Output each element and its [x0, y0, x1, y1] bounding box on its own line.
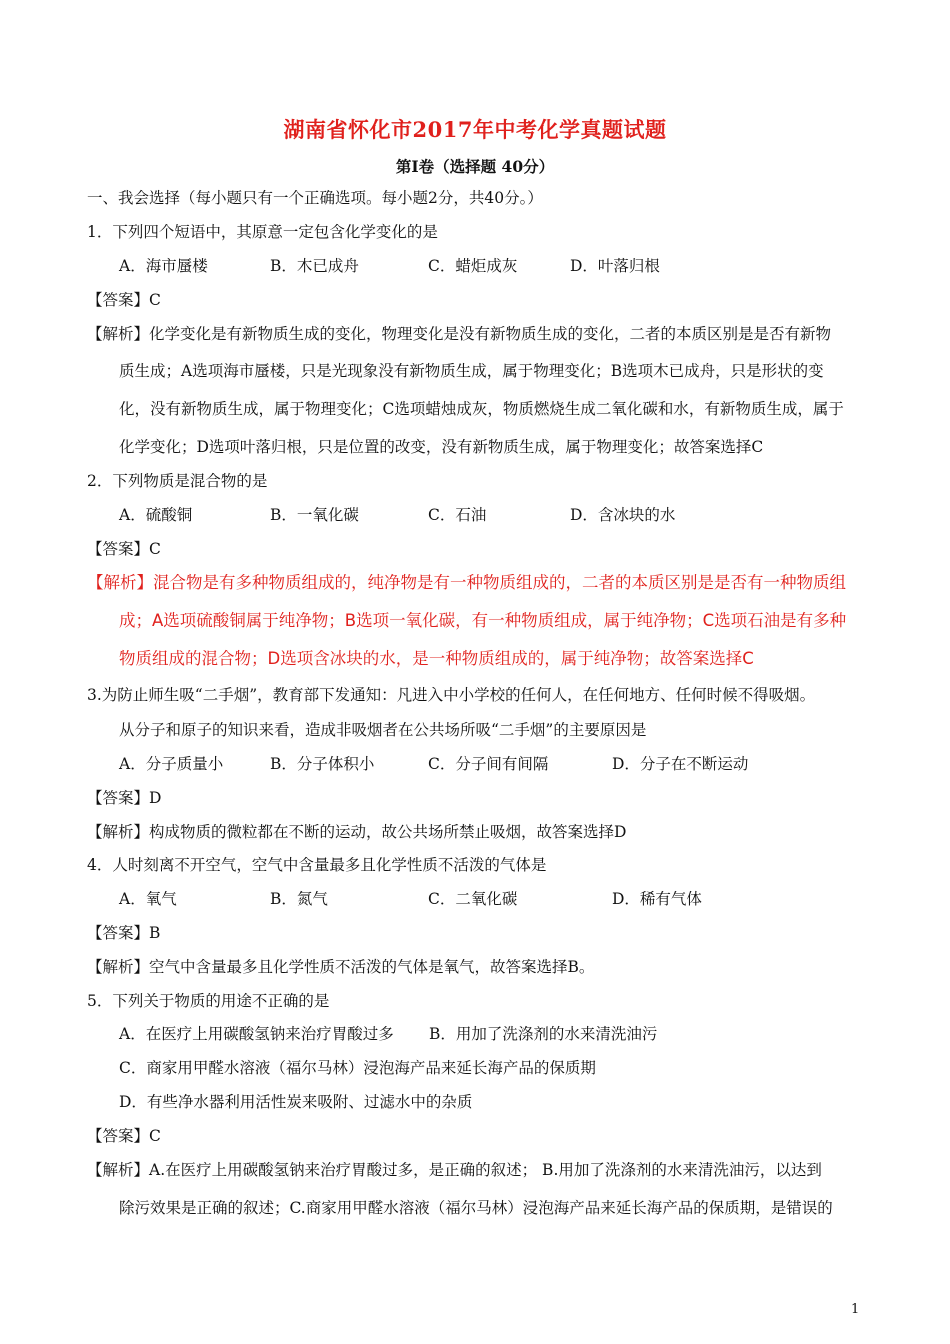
- question-4-stem: 4．人时刻离不开空气，空气中含量最多且化学性质不活泼的气体是: [87, 856, 547, 874]
- question-5-analysis-line: 【解析】A.在医疗上用碳酸氢钠来治疗胃酸过多，是正确的叙述； B.用加了洗涤剂的水来清洗油污，以达到: [87, 1161, 822, 1179]
- question-2-stem: 2．下列物质是混合物的是: [87, 472, 268, 490]
- question-3-analysis: 【解析】构成物质的微粒都在不断的运动，故公共场所禁止吸烟，故答案选择D: [87, 823, 627, 841]
- question-5-option-c: C．商家用甲醛水溶液（福尔马林）浸泡海产品来延长海产品的保质期: [119, 1059, 596, 1077]
- question-2-analysis-line: 成；A选项硫酸铜属于纯净物；B选项一氧化碳，有一种物质组成，属于纯净物；C选项石油是有多种: [119, 611, 847, 630]
- question-5-option-b: B．用加了洗涤剂的水来清洗油污: [429, 1025, 658, 1043]
- question-5-analysis-line: 除污效果是正确的叙述；C.商家用甲醛水溶液（福尔马林）浸泡海产品来延长海产品的保质期，是错误的: [119, 1199, 833, 1217]
- section-instructions: 一、我会选择（每小题只有一个正确选项。每小题2分，共40分。）: [87, 189, 543, 207]
- question-1-option-b: B．木已成舟: [270, 257, 359, 275]
- question-1-option-a: A．海市蜃楼: [119, 257, 208, 275]
- question-1-answer: 【答案】C: [87, 291, 161, 309]
- question-5-answer: 【答案】C: [87, 1127, 161, 1145]
- question-1-analysis-line: 化，没有新物质生成，属于物理变化；C选项蜡烛成灰，物质燃烧生成二氧化碳和水，有新物质生成，属于: [119, 400, 844, 418]
- question-3-option-b: B．分子体积小: [270, 755, 375, 773]
- question-2-option-c: C．石油: [428, 506, 487, 524]
- question-2-answer: 【答案】C: [87, 540, 161, 558]
- question-2-option-d: D．含冰块的水: [570, 506, 676, 524]
- question-4-option-a: A．氧气: [119, 890, 177, 908]
- question-2-analysis-line: 物质组成的混合物；D选项含冰块的水，是一种物质组成的，属于纯净物；故答案选择C: [119, 649, 754, 668]
- question-2-option-a: A．硫酸铜: [119, 506, 193, 524]
- question-3-stem: 从分子和原子的知识来看，造成非吸烟者在公共场所吸“二手烟”的主要原因是: [119, 721, 647, 739]
- question-4-answer: 【答案】B: [87, 924, 161, 942]
- question-1-stem: 1．下列四个短语中，其原意一定包含化学变化的是: [87, 223, 438, 241]
- question-5-stem: 5．下列关于物质的用途不正确的是: [87, 992, 330, 1010]
- question-1-option-c: C．蜡炬成灰: [428, 257, 518, 275]
- question-4-option-b: B．氮气: [270, 890, 328, 908]
- page-title: 湖南省怀化市2017年中考化学真题试题: [283, 117, 667, 142]
- question-4-option-d: D．稀有气体: [612, 890, 702, 908]
- question-3-answer: 【答案】D: [87, 789, 162, 807]
- question-2-analysis-line: 【解析】混合物是有多种物质组成的，纯净物是有一种物质组成的，二者的本质区别是是否有一种物质组: [87, 573, 846, 592]
- question-1-option-d: D．叶落归根: [570, 257, 660, 275]
- question-3-option-a: A．分子质量小: [119, 755, 224, 773]
- question-1-analysis-line: 【解析】化学变化是有新物质生成的变化，物理变化是没有新物质生成的变化，二者的本质区别是是否有新物: [87, 325, 832, 343]
- question-5-option-a: A．在医疗上用碳酸氢钠来治疗胃酸过多: [119, 1025, 394, 1043]
- question-3-option-c: C．分子间有间隔: [428, 755, 549, 773]
- page-number: 1: [851, 1302, 860, 1317]
- question-3-stem: 3.为防止师生吸“二手烟”，教育部下发通知：凡进入中小学校的任何人，在任何地方、任何时候不得吸烟。: [87, 686, 816, 704]
- question-1-analysis-line: 质生成；A选项海市蜃楼，只是光现象没有新物质生成，属于物理变化；B选项木已成舟，只是形状的变: [119, 362, 824, 380]
- question-4-analysis: 【解析】空气中含量最多且化学性质不活泼的气体是氧气，故答案选择B。: [87, 958, 595, 976]
- question-4-option-c: C．二氧化碳: [428, 890, 518, 908]
- question-5-option-d: D．有些净水器利用活性炭来吸附、过滤水中的杂质: [119, 1093, 473, 1111]
- section-subtitle: 第Ⅰ卷（选择题 40分）: [395, 157, 555, 176]
- question-1-analysis-line: 化学变化；D选项叶落归根，只是位置的改变，没有新物质生成，属于物理变化；故答案选择C: [119, 438, 764, 456]
- question-2-option-b: B．一氧化碳: [270, 506, 359, 524]
- question-3-option-d: D．分子在不断运动: [612, 755, 749, 773]
